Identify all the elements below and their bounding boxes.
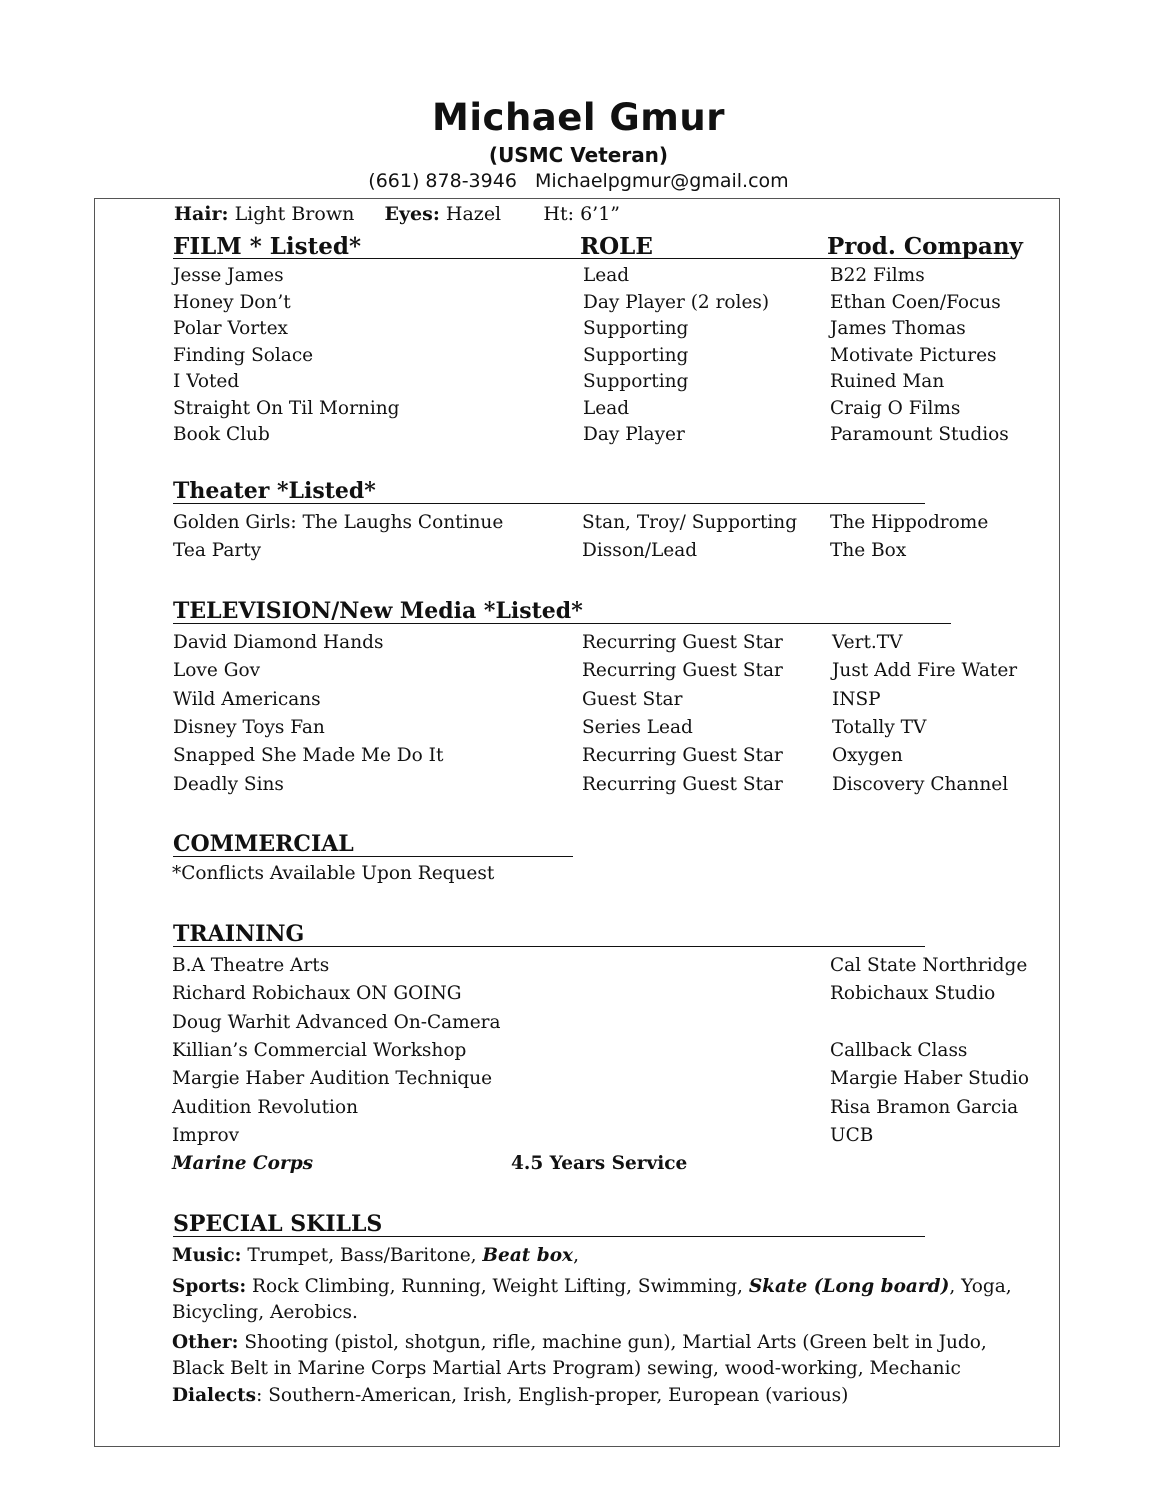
service-length: 4.5 Years Service <box>511 1153 688 1174</box>
credit-role: Guest Star <box>582 688 683 710</box>
credit-role: Series Lead <box>582 716 693 738</box>
other-skills <box>172 1330 1032 1382</box>
credit-title: Jesse James <box>173 265 284 286</box>
training-school: Callback Class <box>830 1039 968 1061</box>
height-value: Ht: 6’1” <box>543 203 620 225</box>
other-text: Shooting (pistol, shotgun, rifle, machine gun), Martial Arts (Green belt in Judo, Black Belt in Marine Corps Martial Arts Program) sewing, wood-working, Mechanic <box>172 1332 987 1379</box>
sports-label: Sports: <box>172 1276 247 1297</box>
music-text: Trumpet, Bass/Baritone, <box>241 1245 483 1266</box>
contact-line <box>0 170 1149 192</box>
credit-company: The Box <box>830 540 907 561</box>
credit-company: Vert.TV <box>832 632 903 653</box>
military-label: Marine Corps <box>172 1153 314 1174</box>
credit-company: Ethan Coen/Focus <box>830 291 1001 313</box>
credit-title: Honey Don’t <box>173 291 291 313</box>
credit-role: Disson/Lead <box>582 540 698 561</box>
credit-title: Tea Party <box>173 540 262 561</box>
credit-role: Lead <box>583 265 630 286</box>
training-course: Killian’s Commercial Workshop <box>172 1039 467 1061</box>
training-course: Doug Warhit Advanced On-Camera <box>172 1011 501 1033</box>
credit-company: The Hippodrome <box>830 512 989 533</box>
training-course: Margie Haber Audition Technique <box>172 1068 493 1090</box>
credit-title: David Diamond Hands <box>173 632 384 653</box>
training-school: Robichaux Studio <box>830 983 996 1005</box>
credit-role: Day Player (2 roles) <box>583 291 770 313</box>
credit-title: Disney Toys Fan <box>173 716 325 738</box>
sports-skills <box>172 1274 1032 1326</box>
credit-company: Craig O Films <box>830 397 961 419</box>
credit-company: Totally TV <box>832 716 927 738</box>
credit-title: Snapped She Made Me Do It <box>173 745 444 767</box>
credit-role: Recurring Guest Star <box>582 632 783 653</box>
resume-name: Michael Gmur <box>432 96 725 139</box>
dialects-text: : Southern-American, Irish, English-proper, European (various) <box>256 1385 849 1406</box>
sports-text: Rock Climbing, Running, Weight Lifting, Swimming, <box>246 1276 749 1297</box>
phone-number: (661) 878-3946 <box>368 170 517 192</box>
credit-title: I Voted <box>173 371 240 392</box>
company-heading: Prod. Company <box>827 233 1023 260</box>
credit-role: Recurring Guest Star <box>582 773 783 795</box>
credit-title: Polar Vortex <box>173 318 288 339</box>
credit-title: Golden Girls: The Laughs Continue <box>173 512 504 533</box>
special-skills-heading: SPECIAL SKILLS <box>173 1212 925 1237</box>
credit-company: Paramount Studios <box>830 424 1009 445</box>
credit-company: Discovery Channel <box>832 773 1009 795</box>
credit-title: Love Gov <box>173 660 261 682</box>
sports-tail: , Yoga, Bicycling, Aerobics. <box>172 1276 1012 1323</box>
hair-label: Hair: <box>174 203 229 225</box>
training-course: B.A Theatre Arts <box>172 955 330 976</box>
film-heading: FILM * Listed* <box>173 233 361 260</box>
credit-title: Wild Americans <box>173 688 321 710</box>
credit-role: Lead <box>583 397 630 419</box>
music-highlight: Beat box <box>482 1245 574 1266</box>
credit-company: Motivate Pictures <box>830 344 997 366</box>
role-heading: ROLE <box>580 233 653 260</box>
sports-highlight: Skate (Long board) <box>748 1276 950 1297</box>
credit-title: Finding Solace <box>173 344 314 366</box>
television-heading: TELEVISION/New Media *Listed* <box>173 599 951 624</box>
credit-role: Supporting <box>583 344 689 366</box>
credit-role: Day Player <box>583 424 685 445</box>
hair-value: Light Brown <box>234 203 355 225</box>
credit-role: Stan, Troy/ Supporting <box>582 512 798 533</box>
music-tail: , <box>573 1245 579 1266</box>
email-address: Michaelpgmur@gmail.com <box>535 170 789 192</box>
training-course: Improv <box>172 1124 240 1146</box>
training-heading: TRAINING <box>173 922 925 947</box>
dialects-label: Dialects <box>172 1385 257 1406</box>
training-school: Margie Haber Studio <box>830 1068 1030 1090</box>
credit-role: Recurring Guest Star <box>582 745 783 767</box>
other-label: Other: <box>172 1332 239 1353</box>
credit-role: Supporting <box>583 318 689 339</box>
credit-title: Book Club <box>173 424 270 445</box>
credit-role: Supporting <box>583 371 689 392</box>
credit-role: Recurring Guest Star <box>582 660 783 682</box>
commercial-heading: COMMERCIAL <box>173 832 573 857</box>
veteran-subtitle: (USMC Veteran) <box>488 143 669 167</box>
credit-title: Straight On Til Morning <box>173 397 400 419</box>
credit-company: James Thomas <box>830 318 966 339</box>
credit-title: Deadly Sins <box>173 773 284 795</box>
eyes-value: Hazel <box>445 203 502 225</box>
dialect-skills <box>172 1385 848 1406</box>
music-skills <box>172 1245 579 1266</box>
theater-heading: Theater *Listed* <box>173 479 925 504</box>
commercial-note: *Conflicts Available Upon Request <box>172 863 495 884</box>
music-label: Music: <box>172 1245 242 1266</box>
training-school: UCB <box>830 1124 874 1146</box>
eyes-label: Eyes: <box>384 203 440 225</box>
training-school: Cal State Northridge <box>830 955 1028 976</box>
training-course: Richard Robichaux ON GOING <box>172 983 462 1005</box>
credit-company: Just Add Fire Water <box>832 660 1018 682</box>
credit-company: B22 Films <box>830 265 925 286</box>
credit-company: INSP <box>832 688 881 710</box>
training-school: Risa Bramon Garcia <box>830 1096 1019 1118</box>
credit-company: Ruined Man <box>830 371 945 392</box>
credit-company: Oxygen <box>832 745 903 767</box>
training-course: Audition Revolution <box>172 1096 359 1118</box>
physical-stats <box>174 203 620 225</box>
